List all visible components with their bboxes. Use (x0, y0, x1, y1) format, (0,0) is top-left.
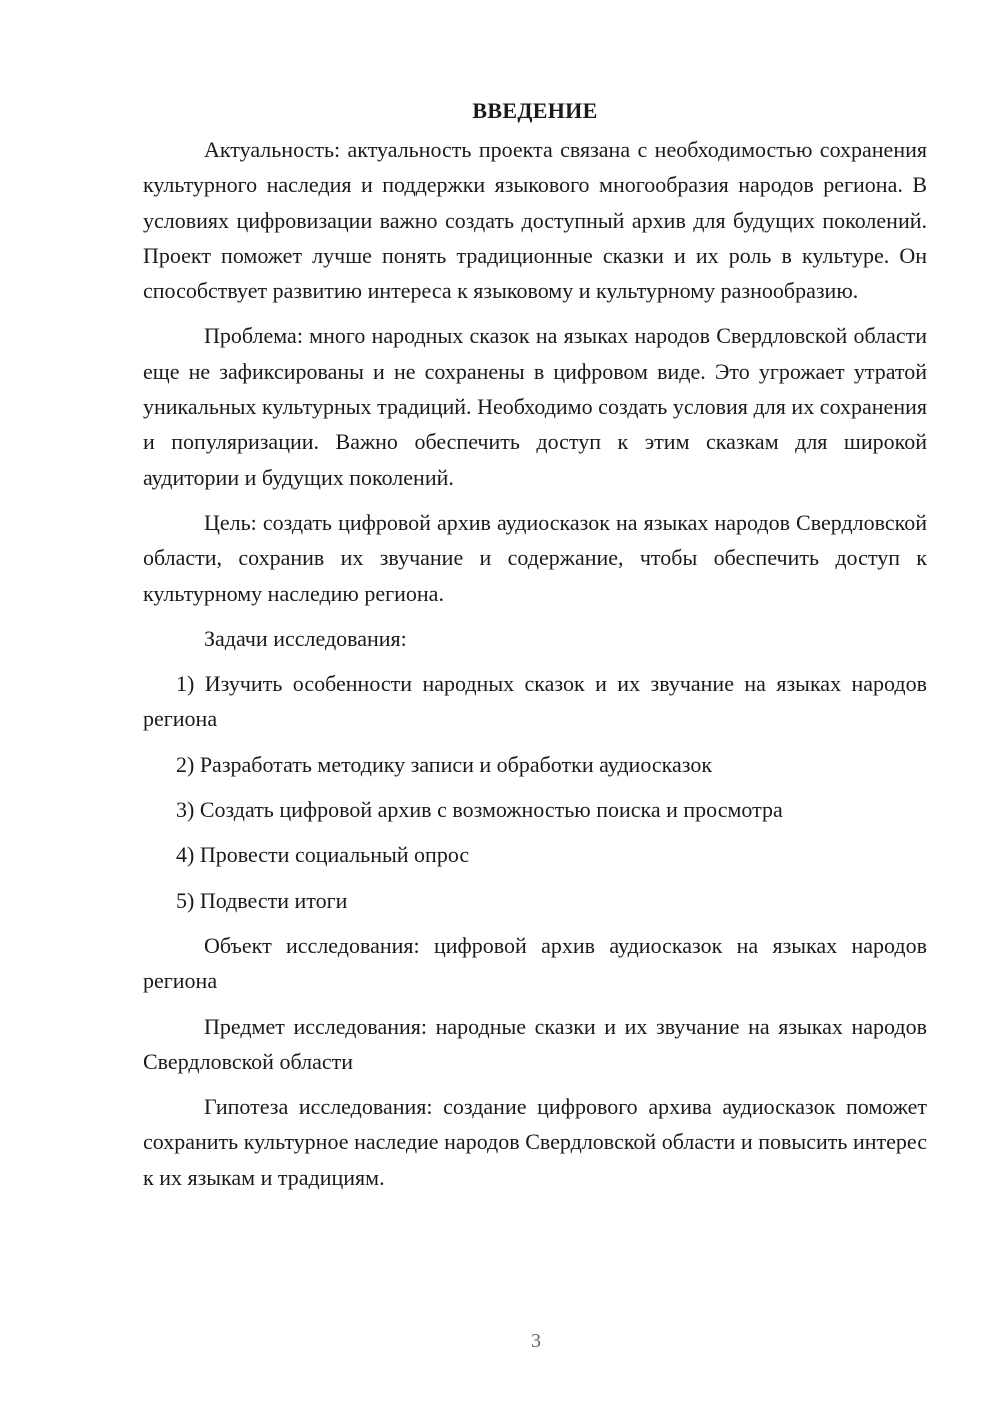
list-item: 3) Создать цифровой архив с возможностью поиска и просмотра (176, 797, 783, 823)
list-item: 1) Изучить особенности народных сказок и их звучание на языках народов региона (143, 671, 927, 732)
hypothesis-paragraph: Гипотеза исследования: создание цифрового архива аудиосказок поможет сохранить культурное наследие народов Свердловской области и повысить интерес к их языкам и традициям. (143, 1094, 927, 1190)
list-item: 4) Провести социальный опрос (176, 842, 470, 868)
page-title: ВВЕДЕНИЕ (472, 98, 598, 123)
list-item: 5) Подвести итоги (176, 887, 348, 913)
subject-paragraph: Предмет исследования: народные сказки и их звучание на языках народов Свердловской области (143, 1013, 927, 1074)
page-content (143, 93, 927, 1195)
goal-paragraph: Цель: создать цифровой архив аудиосказок на языках народов Свердловской области, сохранив их звучание и содержание, чтобы обеспечить доступ к культурному наследию региона. (143, 509, 927, 606)
tasks-heading: Задачи исследования: (204, 625, 407, 651)
relevance-paragraph: Актуальность: актуальность проекта связана с необходимостью сохранения культурного наследия и поддержки языкового многообразия народов региона. В условиях цифровизации важно создать доступный архив для будущих поколений. Проект поможет лучше понять традиционные сказки и их роль в культуре. Он способствует развитию интереса к языковому и культурному разнообразию. (143, 137, 927, 304)
problem-paragraph: Проблема: много народных сказок на языках народов Свердловской области еще не зафиксированы и не сохранены в цифровом виде. Это угрожает утратой уникальных культурных традиций. Необходимо создать условия для их сохранения и популяризации. Важно обеспечить доступ к этим сказкам для широкой аудитории и будущих поколений. (143, 323, 927, 490)
object-paragraph: Объект исследования: цифровой архив аудиосказок на языках народов региона (143, 932, 927, 994)
tasks-list (143, 666, 927, 918)
list-item: 2) Разработать методику записи и обработки аудиосказок (176, 751, 713, 777)
page-number: 3 (531, 1330, 541, 1352)
